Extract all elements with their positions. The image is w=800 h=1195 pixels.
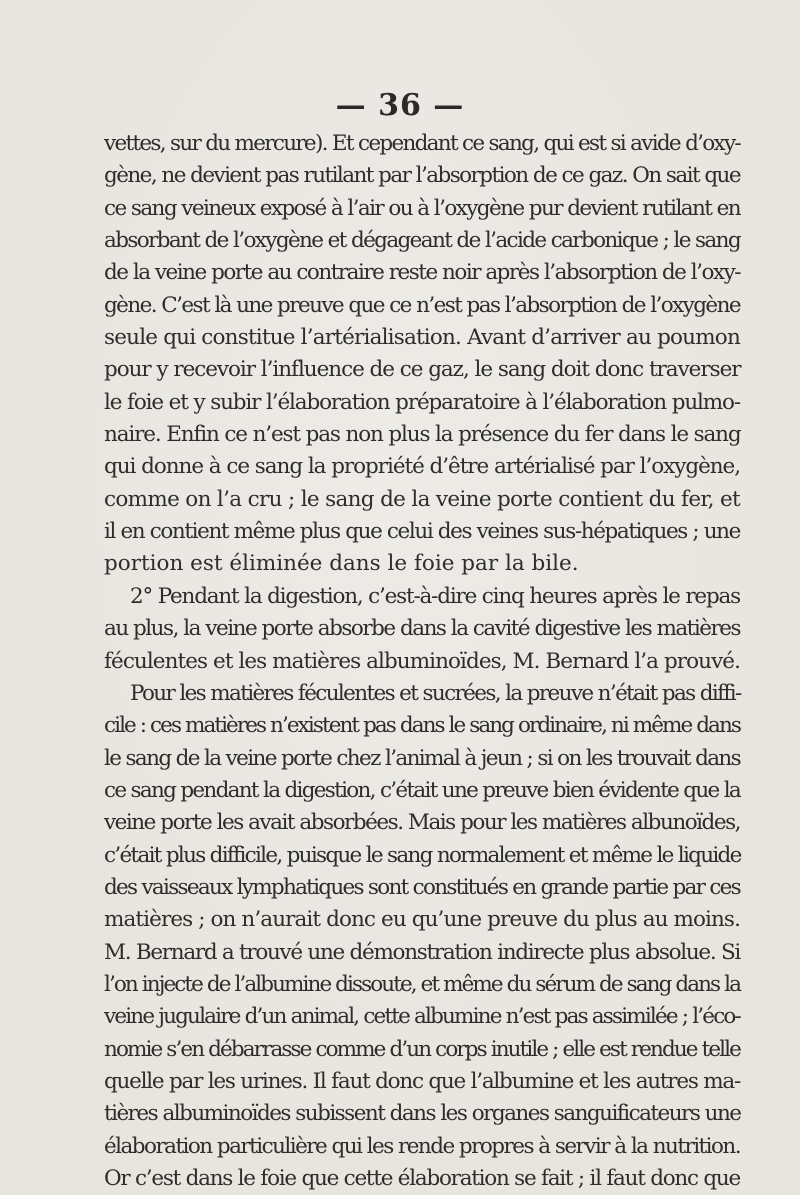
text-line: ce sang pendant la digestion, c’était une preuve bien évidente que la	[104, 777, 740, 803]
text-line: Pour les matières féculentes et sucrées, la preuve n’était pas diffi-	[130, 680, 741, 706]
text-line: tières albuminoïdes subissent dans les organes sanguificateurs une	[104, 1101, 741, 1127]
text-line: le foie et y subir l’élaboration préparatoire à l’élaboration pulmo-	[104, 389, 740, 415]
text-line: 2° Pendant la digestion, c’est-à-dire cinq heures après le repas	[130, 583, 740, 609]
text-line: quelle par les urines. Il faut donc que l’albumine et les autres ma-	[104, 1068, 740, 1094]
text-line: cile : ces matières n’existent pas dans le sang ordinaire, ni même dans	[104, 713, 740, 739]
text-line: naire. Enfin ce n’est pas non plus la présence du fer dans le sang	[104, 422, 741, 448]
text-line: portion est éliminée dans le foie par la bile.	[104, 551, 579, 577]
text-line: il en contient même plus que celui des veines sus-hépatiques ; une	[104, 519, 740, 545]
body-text	[104, 128, 740, 1195]
text-line: comme on l’a cru ; le sang de la veine porte contient du fer, et	[104, 486, 740, 512]
text-line: élaboration particulière qui les rende propres à servir à la nutrition.	[104, 1133, 740, 1159]
text-line: gène. C’est là une preuve que ce n’est pas l’absorption de l’oxygène	[104, 292, 740, 318]
text-line: au plus, la veine porte absorbe dans la cavité digestive les matières	[104, 616, 740, 642]
page-number: — 36 —	[335, 88, 465, 123]
text-line: des vaisseaux lymphatiques sont constitués en grande partie par ces	[104, 874, 740, 900]
text-line: matières ; on n’aurait donc eu qu’une preuve du plus au moins.	[104, 907, 740, 933]
text-line: ce sang veineux exposé à l’air ou à l’oxygène pur devient rutilant en	[104, 195, 740, 221]
text-line: absorbant de l’oxygène et dégageant de l’acide carbonique ; le sang	[104, 228, 740, 254]
text-line: veine jugulaire d’un animal, cette albumine n’est pas assimilée ; l’éco-	[104, 1004, 740, 1030]
text-line: vettes, sur du mercure). Et cependant ce sang, qui est si avide d’oxy-	[104, 131, 740, 156]
text-line: de la veine porte au contraire reste noir après l’absorption de l’oxy-	[104, 260, 740, 286]
text-line: gène, ne devient pas rutilant par l’absorption de ce gaz. On sait que	[104, 163, 740, 189]
text-line: qui donne à ce sang la propriété d’être artérialisé par l’oxygène,	[104, 454, 740, 480]
text-line: pour y recevoir l’influence de ce gaz, le sang doit donc traverser	[104, 357, 741, 383]
text-line: féculentes et les matières albuminoïdes, M. Bernard l’a prouvé.	[104, 648, 740, 674]
text-line: nomie s’en débarrasse comme d’un corps inutile ; elle est rendue telle	[104, 1036, 740, 1062]
text-line: veine porte les avait absorbées. Mais pour les matières albunoïdes,	[104, 810, 741, 836]
text-line: l’on injecte de l’albumine dissoute, et même du sérum de sang dans la	[104, 971, 740, 997]
text-line: seule qui constitue l’artérialisation. Avant d’arriver au poumon	[104, 325, 740, 351]
text-line: le sang de la veine porte chez l’animal à jeun ; si on les trouvait dans	[104, 745, 740, 771]
text-line: Or c’est dans le foie que cette élaboration se fait ; il faut donc que	[104, 1166, 740, 1191]
text-line: M. Bernard a trouvé une démonstration indirecte plus absolue. Si	[104, 939, 740, 965]
text-line: c’était plus difficile, puisque le sang normalement et même le liquide	[104, 842, 741, 868]
